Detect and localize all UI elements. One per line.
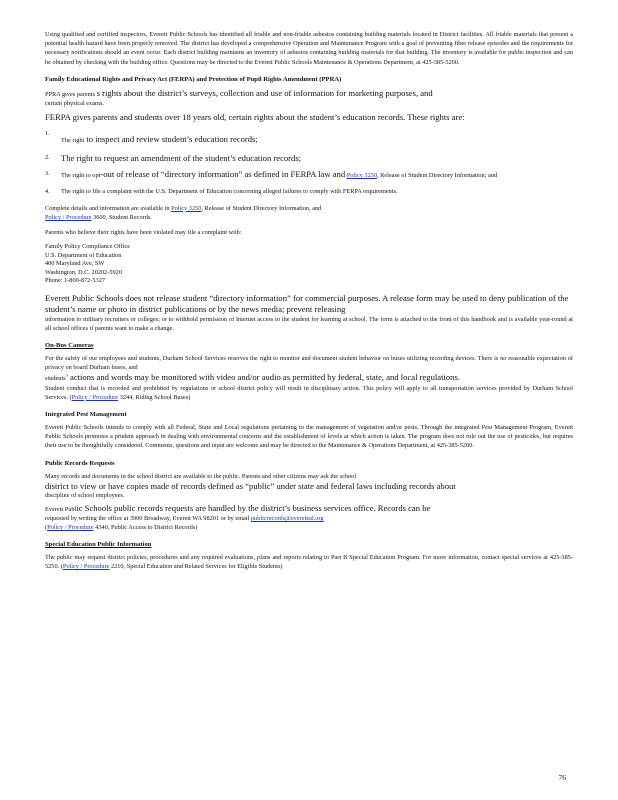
- records-line-3: discipline of school employees.: [45, 492, 125, 500]
- ferpa-item-text: The right to file a complaint with the U.S. Department of Education concerning alleged failures to comply with FERPA requirements.: [61, 187, 398, 195]
- details-text: , Release of Student Directory Information, and: [201, 204, 322, 212]
- policy-3250-link[interactable]: Policy 3250: [346, 172, 377, 180]
- address-line: 400 Maryland Ave, SW: [45, 260, 105, 268]
- records-line-1: Many records and documents in the school district are available to the public. Parents and other citizens may ask the school: [45, 472, 357, 480]
- records-line-6: [45, 523, 573, 532]
- ferpa-item-4: [45, 187, 573, 196]
- pest-paragraph: Everett Public Schools intends to comply with all Federal, State and Local regulations pertaining to the management of vegetation and/or pests. Through the integrated Pest Management Program, Everett Public Schools promotes a prudent approach in dealing with environmental concerns and the establishment of levels at which action is taken. The program does not rule out the use of pesticides, but requires their use to be thoughtfully considered. Comments, questions and input are welcome and may be directed to the Maintenance & Operations Department, at 425-385-5200.: [45, 424, 573, 450]
- details-text: 3600, Student Records.: [93, 214, 152, 222]
- cameras-paragraph: For the safety of our employees and students, Durham School Services reserves the right to monitor and document student behavior on buses utilizing recording devices. There is no reasonable expectation of privacy on board Durham buses, and: [45, 355, 573, 372]
- cameras-policy-text: Student conduct that is recorded and prohibited by regulations or school district policy will result in disciplinary action. This policy will apply to all transportation services provided by Durham School Services.: [45, 384, 573, 401]
- policy-3250-link[interactable]: Policy 3250: [171, 204, 202, 212]
- records-text: requested by writing the office at 3900 Broadway, Everett WA 98201 or by email: [45, 514, 250, 522]
- page-number: 76: [558, 773, 566, 782]
- records-line-2: district to view or have copies made of records defined as “public” under state and federal laws including records about: [45, 480, 456, 491]
- address-line: U.S. Department of Education: [45, 251, 122, 259]
- ferpa-item-number: 1.: [45, 129, 50, 137]
- special-ed-paragraph: The public may request district policies, procedures and any required evaluations, plans and reports relating to Part B Special Education Program. For more information, contact special services at 425-385-5250. (Policy / Procedure 2210, Special Education and Related Services for Eligible Students): [45, 554, 573, 571]
- cameras-policy-tail: 3244, Riding School Buses): [119, 393, 191, 401]
- ferpa-item-text: to inspect and review student’s education records;: [84, 133, 258, 144]
- ferpa-item-tail: , Release of Student Directory Information; and: [376, 172, 498, 180]
- policy-procedure-link[interactable]: Policy / Procedure: [62, 563, 110, 571]
- records-lead: Everett Publ: [45, 505, 77, 513]
- address-line: Phone: 1-800-872-5327: [45, 277, 105, 285]
- ferpa-item-lead: The right: [61, 136, 85, 144]
- ferpa-item-2: [45, 153, 573, 164]
- pest-heading: Integrated Pest Management: [45, 411, 127, 419]
- ferpa-item-1: [45, 129, 573, 147]
- policy-procedure-link[interactable]: Policy / Procedure: [45, 214, 92, 222]
- special-ed-text: The public may request district policies, procedures and any required evaluations, plans and reports relating to Part B Special Education Program. For more information, contact special services at 425-385-5250.: [45, 554, 573, 571]
- policy-procedure-link[interactable]: Policy / Procedure: [71, 393, 119, 401]
- records-line-4: [45, 503, 573, 514]
- address-line: Washington, D.C. 20202-5920: [45, 268, 122, 276]
- ppra-lead: PPRA gives parents: [45, 90, 96, 98]
- ferpa-details: [45, 204, 573, 222]
- cameras-heading: On-Bus Cameras: [45, 342, 94, 350]
- policy-procedure-link[interactable]: Policy / Procedure: [47, 524, 94, 532]
- ppra-tail: certain physical exams.: [45, 100, 104, 108]
- cameras-policy: Student conduct that is recorded and prohibited by regulations or school district policy will result in disciplinary action. This policy will apply to all transportation services provided by Durham School Services. (Policy / Procedure 3244, Riding School Buses): [45, 384, 573, 401]
- details-text: Complete details and information are available in: [45, 204, 170, 212]
- ferpa-intro: FERPA gives parents and students over 18 years old, certain rights about the student’s education records. These rights are:: [45, 112, 465, 123]
- records-text: 4340, Public Access to District Records): [95, 524, 198, 532]
- ferpa-item-number: 4.: [45, 187, 50, 195]
- ferpa-item-text: The right to request an amendment of the student’s education records;: [61, 152, 302, 163]
- cameras-big-text: ’ actions and words may be monitored with video and/or audio as permitted by federal, state, and local regulations.: [65, 372, 460, 383]
- ppra-paragraph: [45, 88, 573, 108]
- ferpa-item-number: 3.: [45, 170, 50, 178]
- records-text: (: [45, 524, 48, 532]
- handbook-page: [45, 30, 573, 572]
- complaint-text: Parents who believe their rights have been violated may file a complaint with:: [45, 229, 242, 237]
- ferpa-item-text: -out of release of “directory information” as defined in FERPA law and: [100, 169, 346, 180]
- complaint-address: [45, 243, 573, 285]
- ferpa-item-lead: The right to opt: [61, 172, 101, 180]
- directory-info-paragraph: Everett Public Schools does not release student “directory information” for commercial purposes. A release form may be used to deny publication of the student’s name or photo in district publications or by the news media; prevent releasing: [45, 293, 569, 315]
- special-ed-heading: Special Education Public Information: [45, 541, 152, 549]
- cameras-lead: students: [45, 375, 66, 383]
- records-email-link[interactable]: publicrecords@everettsd.org: [250, 514, 324, 522]
- cameras-line: [45, 372, 573, 383]
- ferpa-item-3: [45, 169, 573, 180]
- asbestos-paragraph: Using qualified and certified inspectors, Everett Public Schools has identified all friable and non-friable asbestos containing building materials located in District facilities. All friable materials that present a potential health hazard have been properly removed. The district has developed a comprehensive Operation and Maintenance Program with a goal of preventing fiber release episodes and the requirements for necessary notifications should an event occur. Each district building maintains an inventory of asbestos containing building materials for that building. The inventory is available for public inspection and can be obtained by checking with the building office. Questions may be directed to the Everett Public Schools Maintenance & Operations Department, at 425-385-5200.: [45, 31, 573, 66]
- records-big-text: ic Schools public records requests are handled by the district’s business services office. Records can be: [76, 502, 431, 513]
- ferpa-item-number: 2.: [45, 153, 50, 161]
- ppra-rights: s rights about the district’s surveys, collection and use of information for marketing purposes, and: [96, 87, 433, 98]
- address-line: Family Policy Compliance Office: [45, 243, 131, 251]
- directory-info-detail: information to military recruiters or colleges; or to withhold permission of Internet access to the student for learning at school. The form is attached to the front of this handbook and is available year-round at all school offices if parents want to make a change.: [45, 315, 573, 332]
- records-line-5: [45, 514, 573, 523]
- ferpa-heading: Family Educational Rights and Privacy Act (FERPA) and Protection of Pupil Rights Amendment (PPRA): [45, 75, 342, 83]
- records-heading: Public Records Requests: [45, 459, 115, 467]
- special-ed-tail: 2210, Special Education and Related Services for Eligible Students): [110, 563, 283, 571]
